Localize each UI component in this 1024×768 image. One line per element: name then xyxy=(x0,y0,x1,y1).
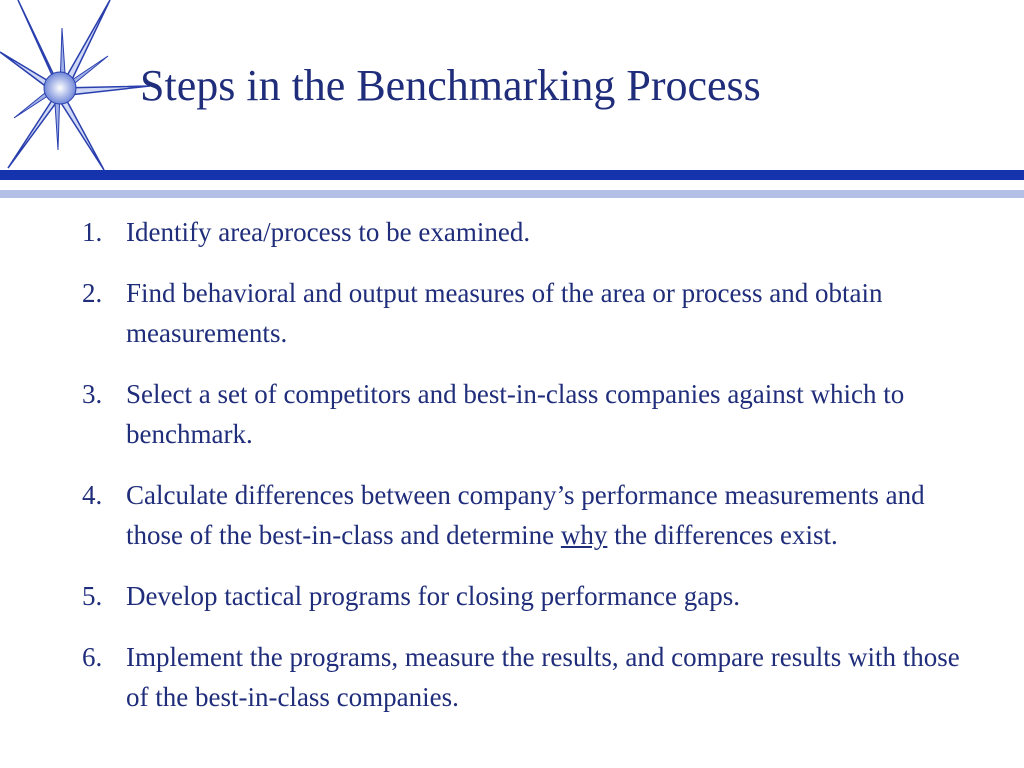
step-text-after: the differences exist. xyxy=(607,520,838,550)
step-text: Identify area/process to be examined. xyxy=(126,217,531,247)
step-text: Implement the programs, measure the results, and compare results with those of the best-in-class companies. xyxy=(126,642,960,712)
step-item-4 xyxy=(82,475,982,555)
step-item-1 xyxy=(82,212,982,252)
step-number: 5. xyxy=(82,581,103,611)
step-number: 3. xyxy=(82,379,103,409)
step-text: Select a set of competitors and best-in-class companies against which to benchmark. xyxy=(126,379,905,449)
step-number: 4. xyxy=(82,480,103,510)
step-text-before: Calculate differences between company’s performance measurements and those of the best-in-class and determine xyxy=(126,480,925,550)
star-burst-icon xyxy=(0,0,150,178)
step-item-6 xyxy=(82,637,982,717)
divider-bar-dark xyxy=(0,170,1024,180)
divider-bar-light xyxy=(0,190,1024,198)
step-number: 1. xyxy=(82,217,103,247)
step-text: Develop tactical programs for closing performance gaps. xyxy=(126,581,741,611)
slide-title: Steps in the Benchmarking Process xyxy=(140,61,761,110)
step-item-2 xyxy=(82,273,982,353)
step-item-5 xyxy=(82,576,982,616)
steps-list xyxy=(82,212,982,738)
step-number: 2. xyxy=(82,278,103,308)
step-text xyxy=(126,475,982,555)
emphasis-why: why xyxy=(560,520,608,550)
step-text: Find behavioral and output measures of the area or process and obtain measurements. xyxy=(126,278,883,348)
step-item-3 xyxy=(82,374,982,454)
step-number: 6. xyxy=(82,642,103,672)
